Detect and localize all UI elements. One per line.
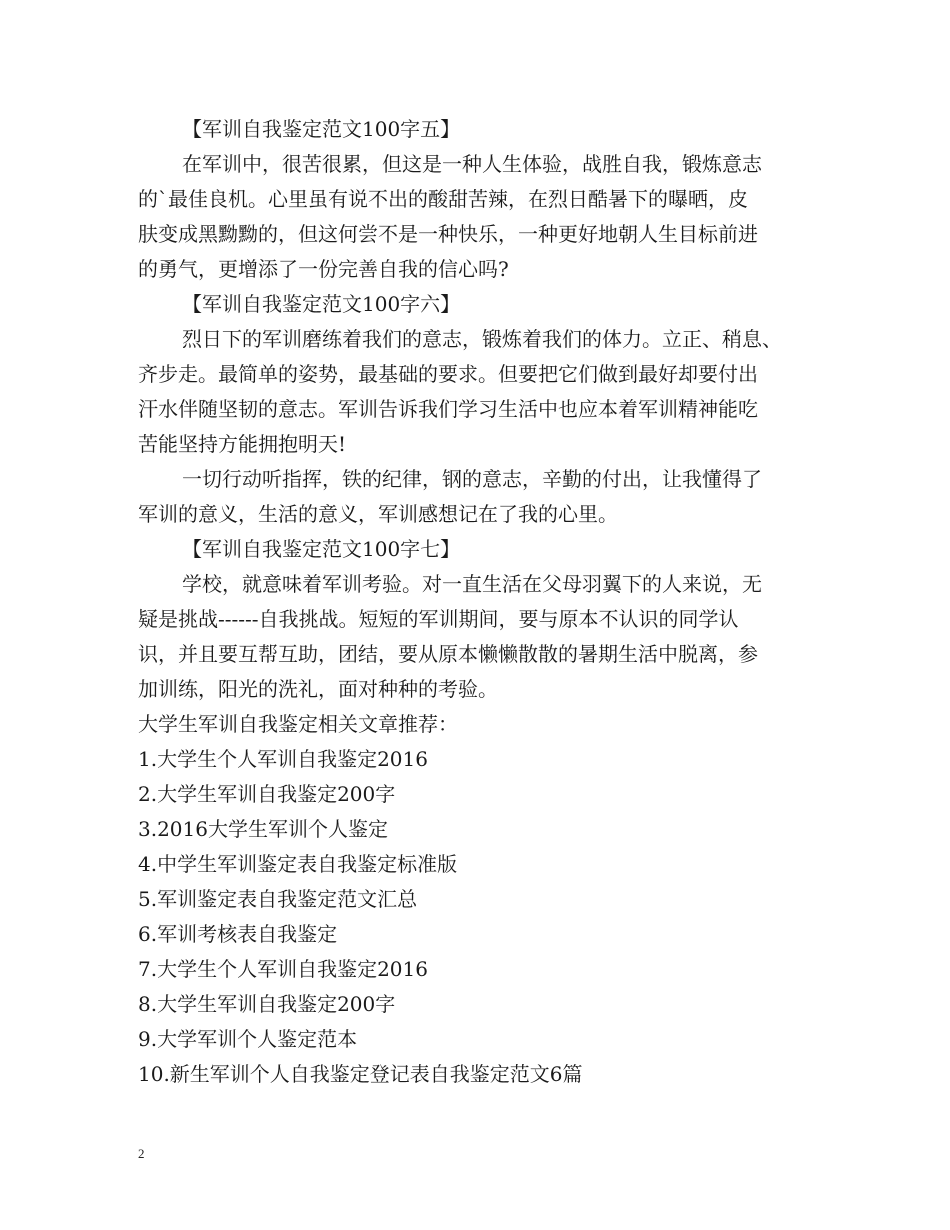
text-line: 肤变成黑黝黝的，但这何尝不是一种快乐，一种更好地朝人生目标前进 bbox=[138, 222, 758, 246]
related-list bbox=[138, 742, 838, 1092]
related-link-3[interactable]: 3.2016大学生军训个人鉴定 bbox=[138, 817, 388, 841]
related-link-5[interactable]: 5.军训鉴定表自我鉴定范文汇总 bbox=[138, 887, 418, 911]
paragraph bbox=[138, 567, 838, 707]
text-line: 的勇气，更增添了一份完善自我的信心吗? bbox=[138, 257, 509, 281]
section-heading: 【军训自我鉴定范文100字五】 bbox=[182, 117, 461, 141]
text-line: 的`最佳良机。心里虽有说不出的酸甜苦辣，在烈日酷暑下的曝晒，皮 bbox=[138, 187, 748, 211]
text-line: 识，并且要互帮互助，团结，要从原本懒懒散散的暑期生活中脱离，参 bbox=[138, 642, 758, 666]
text-line: 汗水伴随坚韧的意志。军训告诉我们学习生活中也应本着军训精神能吃 bbox=[138, 397, 758, 421]
text-line: 烈日下的军训磨练着我们的意志，锻炼着我们的体力。立正、稍息、 bbox=[182, 327, 782, 351]
related-link-6[interactable]: 6.军训考核表自我鉴定 bbox=[138, 922, 338, 946]
paragraph bbox=[138, 462, 838, 532]
related-link-1[interactable]: 1.大学生个人军训自我鉴定2016 bbox=[138, 747, 428, 771]
section-heading: 【军训自我鉴定范文100字六】 bbox=[182, 292, 461, 316]
text-line: 苦能坚持方能拥抱明天! bbox=[138, 432, 347, 456]
section-heading: 【军训自我鉴定范文100字七】 bbox=[182, 537, 461, 561]
paragraph bbox=[138, 147, 838, 287]
paragraph bbox=[138, 322, 838, 462]
text-line: 一切行动听指挥，铁的纪律，钢的意志，辛勤的付出，让我懂得了 bbox=[182, 467, 762, 491]
text-line: 在军训中，很苦很累，但这是一种人生体验，战胜自我，锻炼意志 bbox=[182, 152, 762, 176]
related-link-10[interactable]: 10.新生军训个人自我鉴定登记表自我鉴定范文6篇 bbox=[138, 1062, 583, 1086]
related-link-2[interactable]: 2.大学生军训自我鉴定200字 bbox=[138, 782, 396, 806]
page-number: 2 bbox=[138, 1146, 145, 1161]
text-line: 军训的意义，生活的意义，军训感想记在了我的心里。 bbox=[138, 502, 618, 526]
related-link-7[interactable]: 7.大学生个人军训自我鉴定2016 bbox=[138, 957, 428, 981]
document-body bbox=[138, 112, 838, 1092]
text-line: 学校，就意味着军训考验。对一直生活在父母羽翼下的人来说，无 bbox=[182, 572, 762, 596]
related-link-8[interactable]: 8.大学生军训自我鉴定200字 bbox=[138, 992, 396, 1016]
text-line: 疑是挑战------自我挑战。短短的军训期间，要与原本不认识的同学认 bbox=[138, 607, 739, 631]
text-line: 加训练，阳光的洗礼，面对种种的考验。 bbox=[138, 677, 498, 701]
related-link-4[interactable]: 4.中学生军训鉴定表自我鉴定标准版 bbox=[138, 852, 458, 876]
text-line: 齐步走。最简单的姿势，最基础的要求。但要把它们做到最好却要付出 bbox=[138, 362, 758, 386]
related-link-9[interactable]: 9.大学军训个人鉴定范本 bbox=[138, 1027, 358, 1051]
related-title: 大学生军训自我鉴定相关文章推荐： bbox=[138, 712, 458, 736]
